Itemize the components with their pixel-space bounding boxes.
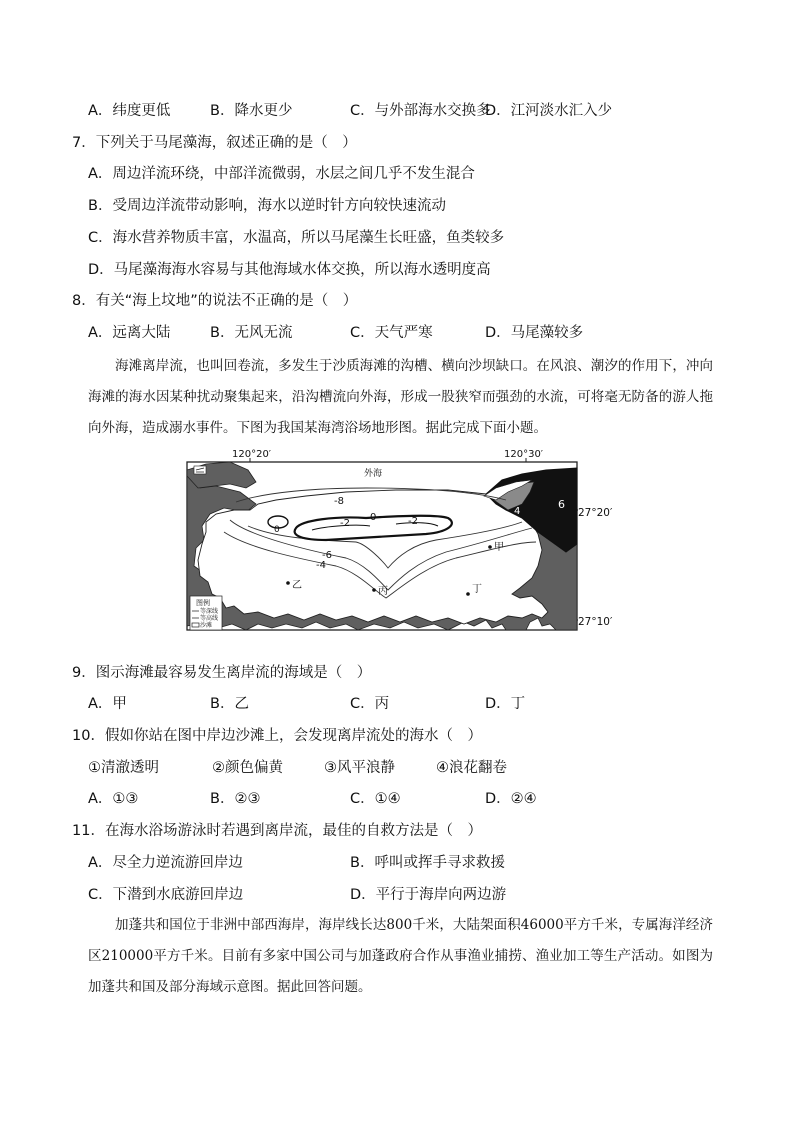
q8-option-c: C．天气严寒 [350,325,433,341]
depth-label-0b: 0 [274,525,280,535]
point-ding [466,592,470,596]
point-label-bing: 丙 [378,586,388,597]
legend-beach: 沙滩 [200,622,213,629]
q9-option-a: A．甲 [88,696,127,712]
legend-contour: 等高线 [200,615,219,622]
legend-isobath: 等深线 [200,608,219,615]
depth-label-minus2b: -2 [408,516,418,527]
q10-statement-2: ②颜色偏黄 [212,760,283,776]
depth-label-minus6: -6 [322,550,332,561]
map-legend [190,596,222,630]
depth-label-minus8: -8 [334,496,344,507]
point-label-yi: 乙 [292,580,302,591]
q10-statement-4: ④浪花翻卷 [436,760,507,776]
q11-option-d: D．平行于海岸向两边游 [350,887,507,903]
q8-stem: 8．有关“海上坟地”的说法不正确的是（ ） [72,293,358,309]
q10-statement-3: ③风平浪静 [324,760,395,776]
q8-option-b: B．无风无流 [210,325,293,341]
passage-rip-current: 海滩离岸流，也叫回卷流，多发生于沙质海滩的沟槽、横向沙坝缺口。在风浪、潮汐的作用下，冲向海滩的海水因某种扰动聚集起来，沿沟槽流向外海，形成一股狭窄而强劲的水流，可将毫无防备的游人拖向外海，造成溺水事件。下图为我国某海湾浴场地形图。据此完成下面小题。 [88,358,713,436]
q9-option-b: B．乙 [210,696,249,712]
q10-option-b: B．②③ [210,791,261,807]
q11-option-a: A．尽全力逆流游回岸边 [88,855,243,871]
q11-stem: 11．在海水浴场游泳时若遇到离岸流，最佳的自救方法是（ ） [72,823,482,839]
lon-label-1: 120°20′ [232,449,272,460]
q7-option-a: A．周边洋流环绕，中部洋流微弱，水层之间几乎不发生混合 [88,166,475,182]
point-bing [372,588,376,592]
q11-option-c: C．下潜到水底游回岸边 [88,887,244,903]
q9-stem: 9．图示海滩最容易发生离岸流的海域是（ ） [72,665,372,681]
depth-label-minus2a: -2 [340,518,350,529]
q6-option-a: A．纬度更低 [88,103,171,119]
lon-label-2: 120°30′ [504,449,544,460]
point-label-ding: 丁 [472,584,482,595]
q7-option-d: D．马尾藻海海水容易与其他海域水体交换，所以海水透明度高 [88,262,491,278]
height-label-6: 6 [558,498,565,511]
q9-option-c: C．丙 [350,696,390,712]
q8-option-d: D．马尾藻较多 [485,325,584,341]
q8-option-a: A．远离大陆 [88,325,171,341]
q11-option-b: B．呼叫或挥手寻求救援 [350,855,505,871]
q10-statement-1: ①清澈透明 [88,760,159,776]
bay-terrain-map [186,448,578,653]
beach-area [198,490,548,624]
q9-option-d: D．丁 [485,696,526,712]
q10-option-c: C．①④ [350,791,401,807]
legend-title: 图例 [196,599,210,607]
lat-label-27-10: 27°10′ [578,616,613,628]
point-jia [488,545,492,549]
depth-label-0a: 0 [370,512,377,523]
q10-option-d: D．②④ [485,791,537,807]
q6-option-d: D．江河淡水汇入少 [485,103,613,119]
q10-option-a: A．①③ [88,791,139,807]
point-yi [286,581,290,585]
passage-gabon: 加蓬共和国位于非洲中部西海岸，海岸线长达800千米，大陆架面积46000平方千米，专属海洋经济区210000平方千米。目前有多家中国公司与加蓬政府合作从事渔业捕捞、渔业加工等生产活动。如图为加蓬共和国及部分海域示意图。据此回答问题。 [88,917,713,995]
point-label-jia: 甲 [494,542,504,553]
q10-stem: 10．假如你站在图中岸边沙滩上，会发现离岸流处的海水（ ） [72,728,482,744]
q6-option-b: B．降水更少 [210,103,293,119]
q7-option-c: C．海水营养物质丰富，水温高，所以马尾藻生长旺盛，鱼类较多 [88,230,505,246]
sea-label: 外海 [364,469,383,479]
q7-option-b: B．受周边洋流带动影响，海水以逆时针方向较快速流动 [88,198,446,214]
q6-option-c: C．与外部海水交换多 [350,103,491,119]
lat-label-27-20: 27°20′ [578,507,613,519]
height-label-4: 4 [514,506,521,517]
q7-stem: 7．下列关于马尾藻海，叙述正确的是（ ） [72,135,357,151]
depth-label-minus4: -4 [316,560,326,571]
